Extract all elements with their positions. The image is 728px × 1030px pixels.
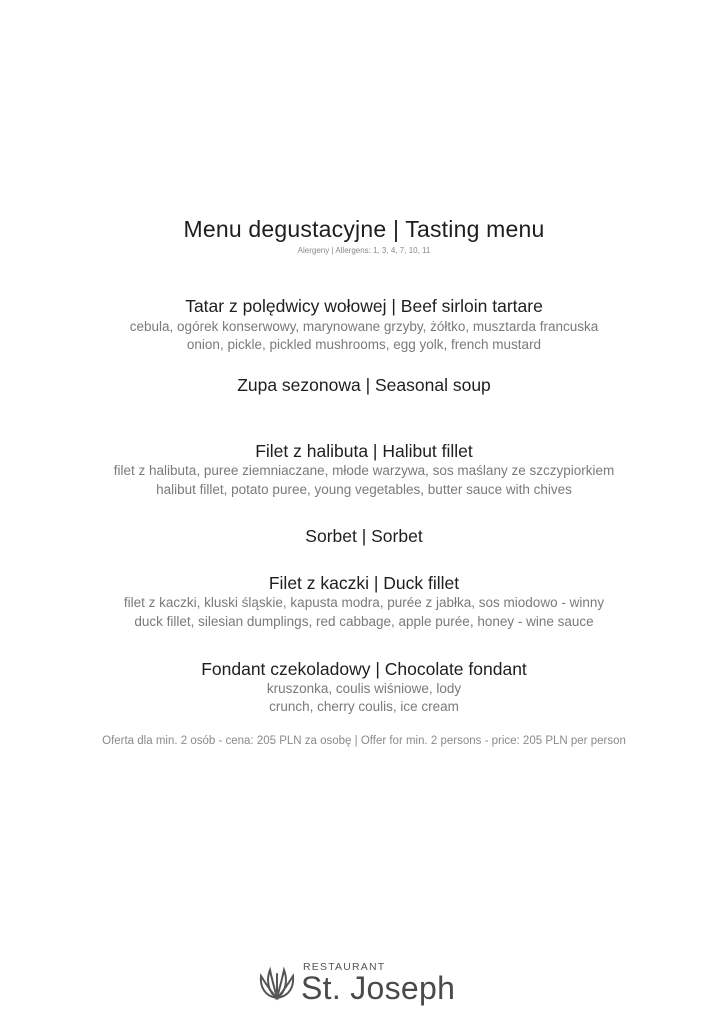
course-desc-en: crunch, cherry coulis, ice cream	[269, 699, 459, 714]
lotus-icon	[258, 962, 296, 1002]
offer-note: Oferta dla min. 2 osób - cena: 205 PLN za osobę | Offer for min. 2 persons - price: 205 PLN per person	[102, 735, 626, 747]
logo-subtitle: RESTAURANT	[303, 961, 386, 973]
restaurant-logo	[258, 958, 478, 1008]
course-name: Tatar z polędwicy wołowej | Beef sirloin tartare	[185, 296, 543, 316]
course-name: Zupa sezonowa | Seasonal soup	[237, 375, 491, 395]
course-name: Sorbet | Sorbet	[305, 526, 423, 546]
course-desc-en: onion, pickle, pickled mushrooms, egg yolk, french mustard	[186, 337, 542, 352]
course-desc-en: duck fillet, silesian dumplings, red cabbage, apple purée, honey - wine sauce	[134, 614, 594, 629]
course-name: Filet z kaczki | Duck fillet	[268, 573, 460, 593]
allergens-info: Alergeny | Allergens: 1, 3, 4, 7, 10, 11	[297, 246, 431, 255]
logo-name: St. Joseph	[301, 970, 456, 1006]
course-desc-pl: filet z halibuta, puree ziemniaczane, młode warzywa, sos maślany ze szczypiorkiem	[113, 463, 615, 478]
course-desc-pl: filet z kaczki, kluski śląskie, kapusta modra, purée z jabłka, sos miodowo - winny	[123, 595, 605, 610]
course-desc-pl: cebula, ogórek konserwowy, marynowane grzyby, żółtko, musztarda francuska	[129, 319, 599, 334]
course-desc-pl: kruszonka, coulis wiśniowe, lody	[266, 681, 462, 696]
menu-title: Menu degustacyjne | Tasting menu	[183, 216, 545, 242]
course-name: Filet z halibuta | Halibut fillet	[255, 441, 473, 461]
course-name: Fondant czekoladowy | Chocolate fondant	[201, 659, 527, 679]
course-desc-en: halibut fillet, potato puree, young vegetables, butter sauce with chives	[156, 482, 572, 497]
